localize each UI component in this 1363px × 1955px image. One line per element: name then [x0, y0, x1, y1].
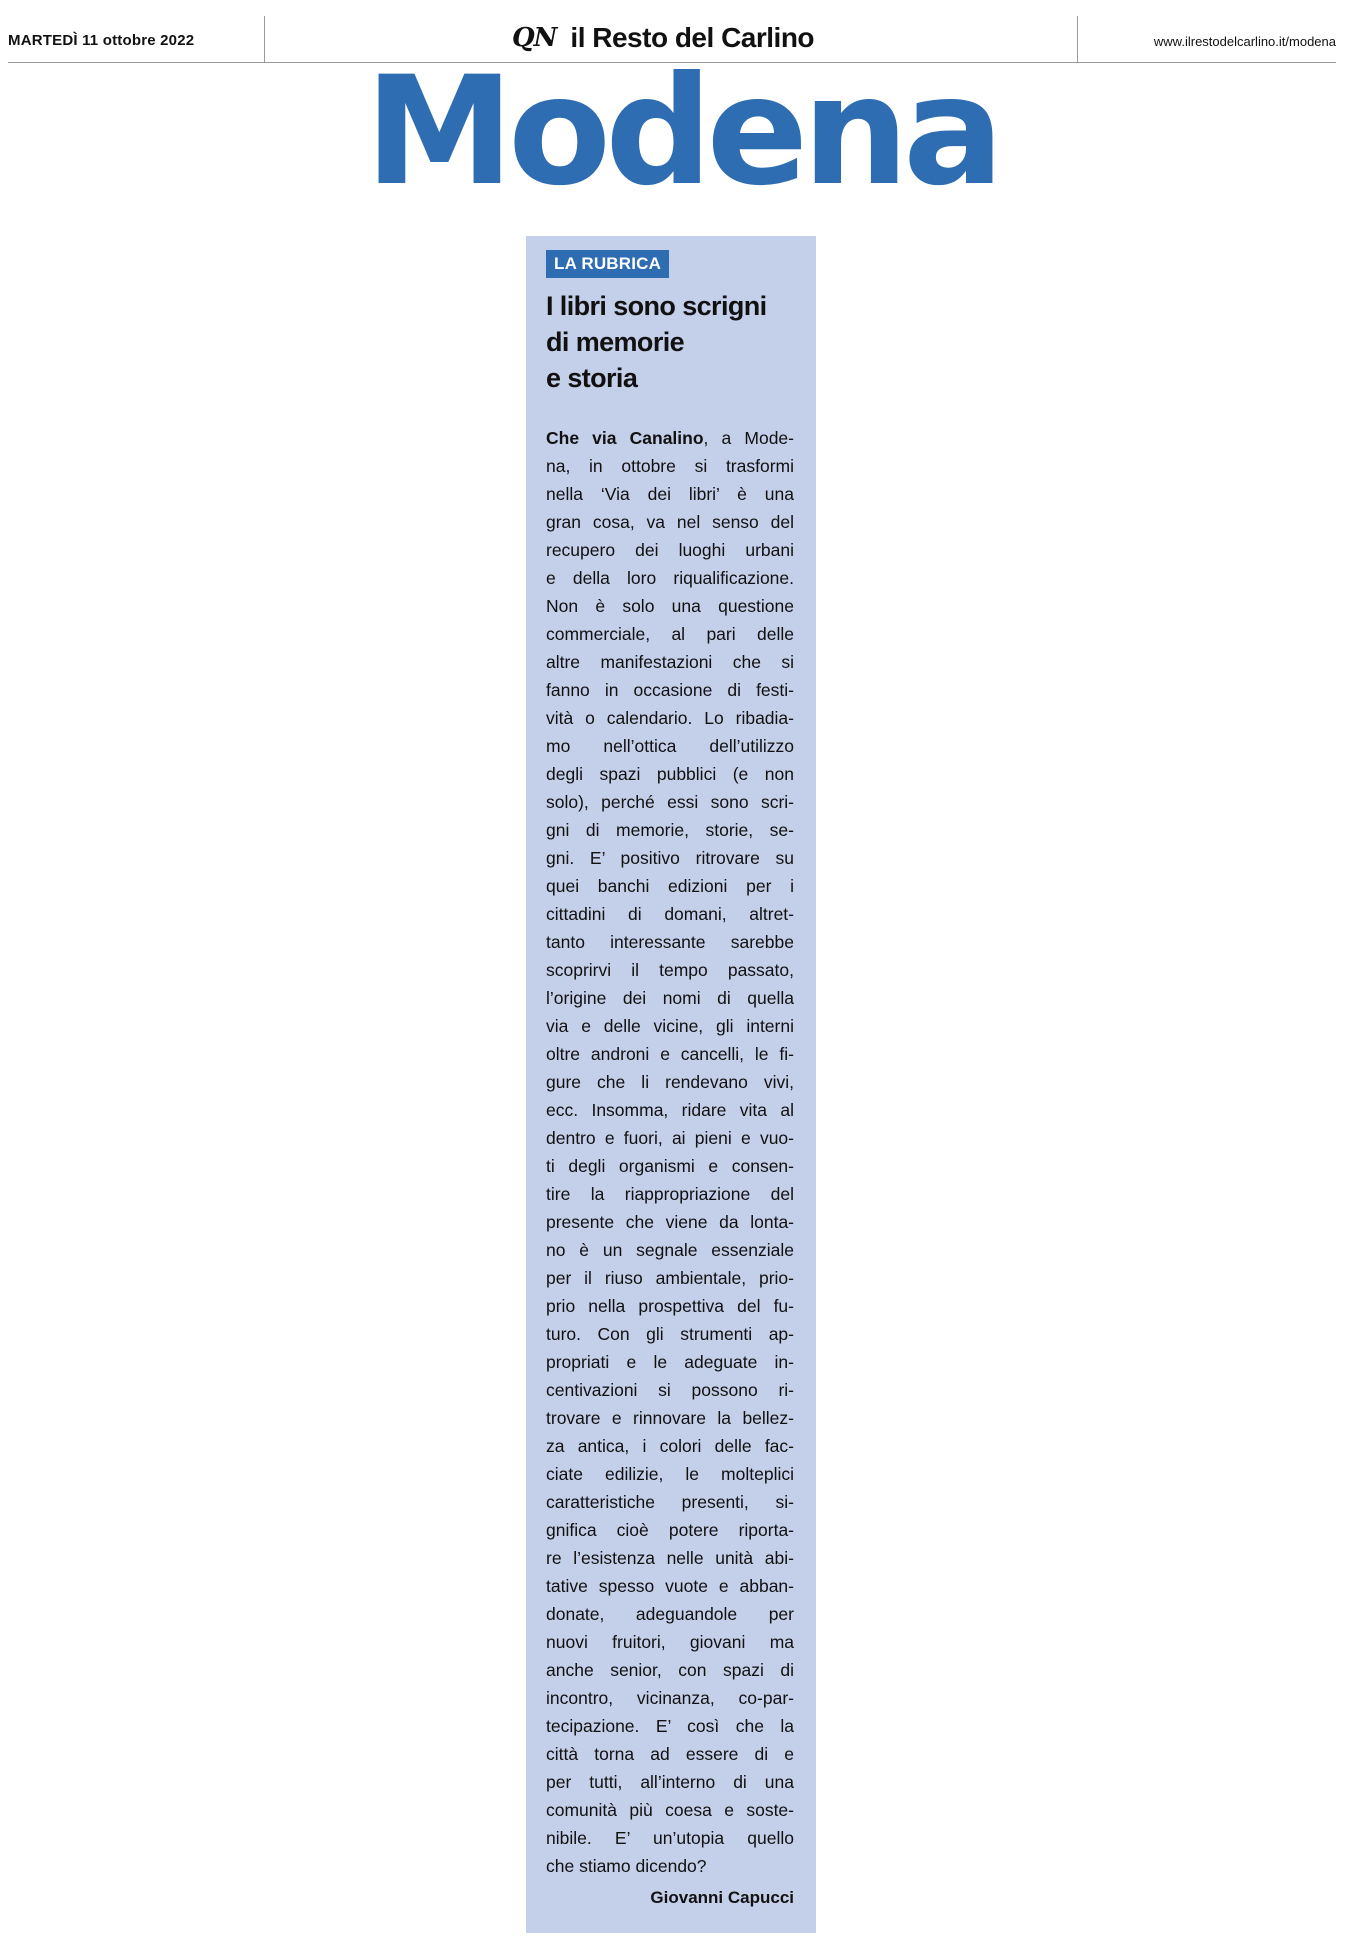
article-text-line: caratteristiche presenti, si-	[546, 1492, 794, 1512]
article-text-line: cittadini di domani, altret-	[546, 904, 794, 924]
article-text-line: commerciale, al pari delle	[546, 624, 794, 644]
article-text-line: l’origine dei nomi di quella	[546, 988, 794, 1008]
article-text-line: tire la riappropriazione del	[546, 1184, 794, 1204]
headline-line: e storia	[546, 363, 638, 393]
article-text-line: gure che li rendevano vivi,	[546, 1072, 794, 1092]
article-text-line: re l’esistenza nelle unità abi-	[546, 1548, 794, 1568]
article-text-line: per tutti, all’interno di una	[546, 1772, 794, 1792]
article-text-line: Non è solo una questione	[546, 596, 794, 616]
article-text-line: propriati e le adeguate in-	[546, 1352, 794, 1372]
article-headline	[546, 288, 806, 396]
article-text-line: gnifica cioè potere riporta-	[546, 1520, 794, 1540]
article-text-line: nuovi fruitori, giovani ma	[546, 1632, 794, 1652]
newspaper-name: il Resto del Carlino	[570, 22, 815, 53]
article-text-line: dentro e fuori, ai pieni e vuo-	[546, 1128, 794, 1148]
article-text-line: za antica, i colori delle fac-	[546, 1436, 794, 1456]
article-text-line: anche senior, con spazi di	[546, 1660, 794, 1680]
article-text-line: incontro, vicinanza, co-par-	[546, 1688, 794, 1708]
article-text-line: trovare e rinnovare la bellez-	[546, 1408, 794, 1428]
article-text-line: solo), perché essi sono scri-	[546, 792, 794, 812]
article-text-line: gni. E’ positivo ritrovare su	[546, 848, 794, 868]
article-text-line: ciate edilizie, le molteplici	[546, 1464, 794, 1484]
article-text-line: città torna ad essere di e	[546, 1744, 794, 1764]
article-text-line: donate, adeguandole per	[546, 1604, 794, 1624]
article-text-line	[546, 424, 794, 452]
article-text-line: comunità più coesa e soste-	[546, 1800, 794, 1820]
issue-date: MARTEDÌ 11 ottobre 2022	[8, 32, 195, 49]
article-text-line: centivazioni si possono ri-	[546, 1380, 794, 1400]
article-text-line: tative spesso vuote e abban-	[546, 1576, 794, 1596]
article-body	[546, 424, 794, 1880]
article-text-line: mo nell’ottica dell’utilizzo	[546, 736, 794, 756]
article-text-line: gran cosa, va nel senso del	[546, 512, 794, 532]
article-text-line: turo. Con gli strumenti ap-	[546, 1324, 794, 1344]
headline-line: I libri sono scrigni	[546, 291, 767, 321]
article-text-line: e della loro riqualificazione.	[546, 568, 794, 588]
article-text-line: che stiamo dicendo?	[546, 1856, 707, 1876]
article-text-line: degli spazi pubblici (e non	[546, 764, 794, 784]
article-text-line: nella ‘Via dei libri’ è una	[546, 484, 794, 504]
headline-line: di memorie	[546, 327, 685, 357]
article-box	[526, 236, 816, 1933]
article-text-line: fanno in occasione di festi-	[546, 680, 794, 700]
website-url: www.ilrestodelcarlino.it/modena	[1153, 34, 1336, 49]
article-text-line: na, in ottobre si trasformi	[546, 456, 794, 476]
article-text-line: vità o calendario. Lo ribadia-	[546, 708, 794, 728]
article-text-line: no è un segnale essenziale	[546, 1240, 794, 1260]
article-text-line: tecipazione. E’ così che la	[546, 1716, 794, 1736]
article-text-line: via e delle vicine, gli interni	[546, 1016, 794, 1036]
article-text-line: scoprirvi il tempo passato,	[546, 960, 794, 980]
article-byline: Giovanni Capucci	[650, 1888, 794, 1907]
article-text-line: gni di memorie, storie, se-	[546, 820, 794, 840]
article-text-line: quei banchi edizioni per i	[546, 876, 794, 896]
article-text-line: presente che viene da lonta-	[546, 1212, 794, 1232]
article-text-line: ti degli organismi e consen-	[546, 1156, 794, 1176]
article-text-line: oltre androni e cancelli, le fi-	[546, 1044, 794, 1064]
article-lead-bold: Che via Canalino	[546, 428, 704, 448]
article-text-line: altre manifestazioni che si	[546, 652, 794, 672]
article-text-line: per il riuso ambientale, prio-	[546, 1268, 794, 1288]
article-text-line: tanto interessante sarebbe	[546, 932, 794, 952]
rubric-label: LA RUBRICA	[546, 250, 669, 278]
qn-logo: QN	[512, 23, 557, 53]
article-text-line: recupero dei luoghi urbani	[546, 540, 794, 560]
article-text-fragment: , a Mode-	[703, 428, 794, 448]
article-text-line: nibile. E’ un’utopia quello	[546, 1828, 794, 1848]
article-text-line: prio nella prospettiva del fu-	[546, 1296, 794, 1316]
article-text-line: ecc. Insomma, ridare vita al	[546, 1100, 794, 1120]
section-title: Modena	[364, 45, 999, 219]
